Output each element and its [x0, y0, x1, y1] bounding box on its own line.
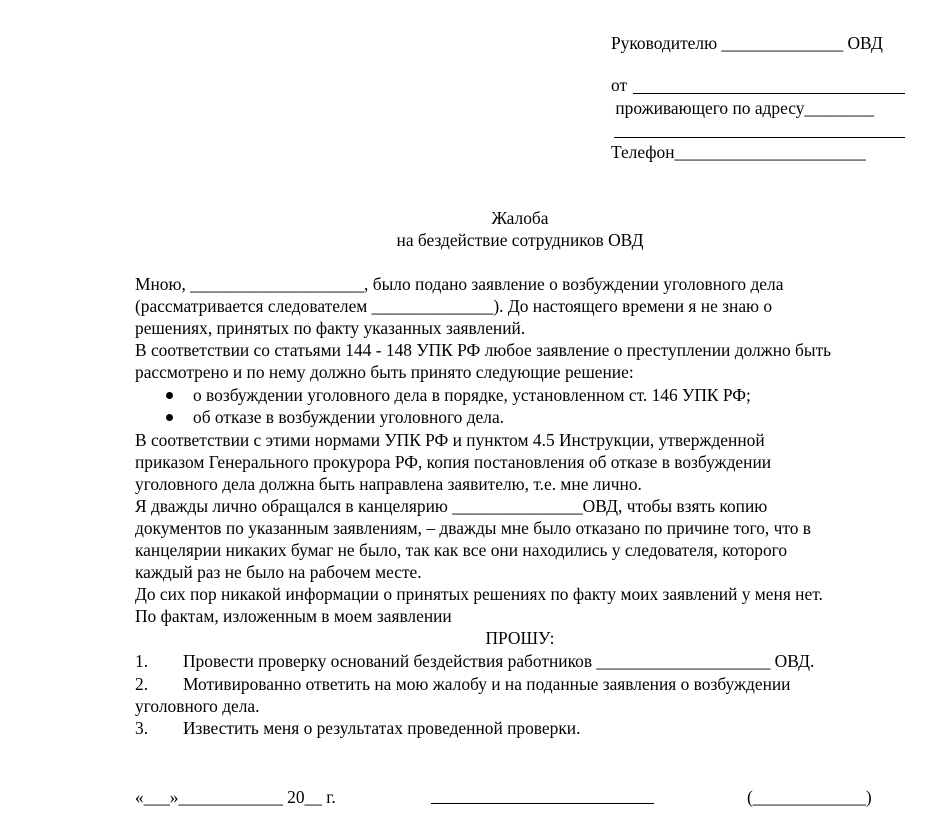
header-from: от — [611, 75, 632, 95]
header-from-rule — [633, 93, 905, 94]
header-address: проживающего по адресу________ — [611, 98, 874, 118]
request-number: 2. — [135, 674, 149, 694]
paragraph-line: (рассматривается следователем ______________). До настоящего времени я не знаю о — [135, 296, 773, 316]
paragraph-line: рассмотрено и по нему должно быть принято следующие решение: — [135, 362, 634, 382]
paragraph-line: По фактам, изложенным в моем заявлении — [135, 606, 452, 626]
request-heading: ПРОШУ: — [485, 628, 555, 648]
signature-rule — [431, 803, 654, 804]
paragraph-line: В соответствии со статьями 144 - 148 УПК РФ любое заявление о преступлении должно быть — [135, 340, 832, 360]
header-address-rule — [614, 137, 905, 138]
request-continuation: уголовного дела. — [135, 696, 260, 716]
paragraph-line: канцелярии никаких бумаг не было, так как все они находились у следователя, которого — [135, 540, 788, 560]
request-item: Мотивированно ответить на мою жалобу и на поданные заявления о возбуждении — [183, 674, 791, 694]
paragraph-line: каждый раз не было на рабочем месте. — [135, 562, 422, 582]
date-field: «___»____________ 20__ г. — [135, 787, 336, 807]
paragraph-line: решениях, принятых по факту указанных заявлений. — [135, 318, 526, 338]
request-number: 1. — [135, 651, 149, 671]
request-item: Известить меня о результатах проведенной проверки. — [183, 718, 581, 738]
paragraph-line: Мною, ____________________, было подано заявление о возбуждении уголовного дела — [135, 274, 784, 294]
bullet-icon — [166, 414, 173, 421]
paragraph-line: документов по указанным заявлениям, – дважды мне было отказано по причине того, что в — [135, 518, 811, 538]
bullet-item: о возбуждении уголовного дела в порядке, установленном ст. 146 УПК РФ; — [193, 385, 751, 405]
bullet-icon — [166, 392, 173, 399]
header-recipient: Руководителю ______________ ОВД — [611, 33, 883, 53]
paragraph-line: приказом Генерального прокурора РФ, копия постановления об отказе в возбуждении — [135, 452, 772, 472]
paragraph-line: В соответствии с этими нормами УПК РФ и пунктом 4.5 Инструкции, утвержденной — [135, 430, 765, 450]
paragraph-line: уголовного дела должна быть направлена заявителю, т.е. мне лично. — [135, 474, 642, 494]
request-number: 3. — [135, 718, 149, 738]
header-phone: Телефон______________________ — [611, 142, 866, 162]
bullet-item: об отказе в возбуждении уголовного дела. — [193, 407, 505, 427]
doc-title: Жалоба — [491, 208, 549, 228]
paragraph-line: Я дважды лично обращался в канцелярию _______________ОВД, чтобы взять копию — [135, 496, 768, 516]
signature-name-field: (_____________) — [747, 787, 872, 807]
request-item: Провести проверку оснований бездействия работников ____________________ ОВД. — [183, 651, 815, 671]
paragraph-line: До сих пор никакой информации о принятых решениях по факту моих заявлений у меня нет. — [135, 584, 823, 604]
doc-subtitle: на бездействие сотрудников ОВД — [396, 230, 644, 250]
